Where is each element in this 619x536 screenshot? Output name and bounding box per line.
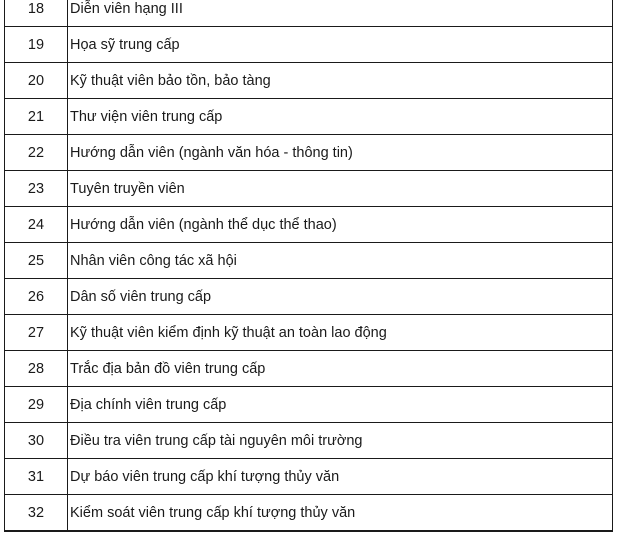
table-row: [5, 243, 613, 279]
table-row: [5, 387, 613, 423]
table-row: [5, 99, 613, 135]
job-title: Kỹ thuật viên kiểm định kỹ thuật an toàn lao động: [68, 315, 613, 351]
row-number: 19: [5, 27, 68, 63]
row-number: 32: [5, 495, 68, 532]
job-title: Dự báo viên trung cấp khí tượng thủy văn: [68, 459, 613, 495]
job-title: Hướng dẫn viên (ngành văn hóa - thông tin): [68, 135, 613, 171]
job-title: Hướng dẫn viên (ngành thể dục thể thao): [68, 207, 613, 243]
table-row: [5, 207, 613, 243]
table-row: [5, 27, 613, 63]
row-number: 31: [5, 459, 68, 495]
table-row: [5, 459, 613, 495]
table-row: [5, 63, 613, 99]
job-title-table-container: [4, 0, 613, 532]
job-title: Trắc địa bản đồ viên trung cấp: [68, 351, 613, 387]
row-number: 28: [5, 351, 68, 387]
table-row: [5, 351, 613, 387]
job-title: Nhân viên công tác xã hội: [68, 243, 613, 279]
row-number: 18: [5, 0, 68, 27]
row-number: 23: [5, 171, 68, 207]
row-number: 29: [5, 387, 68, 423]
row-number: 22: [5, 135, 68, 171]
job-title: Tuyên truyền viên: [68, 171, 613, 207]
job-title: Thư viện viên trung cấp: [68, 99, 613, 135]
table-row: [5, 495, 613, 532]
job-title: Địa chính viên trung cấp: [68, 387, 613, 423]
row-number: 20: [5, 63, 68, 99]
job-title: Họa sỹ trung cấp: [68, 27, 613, 63]
job-title: Kiểm soát viên trung cấp khí tượng thủy văn: [68, 495, 613, 532]
row-number: 26: [5, 279, 68, 315]
row-number: 25: [5, 243, 68, 279]
row-number: 24: [5, 207, 68, 243]
table-row: [5, 423, 613, 459]
row-number: 27: [5, 315, 68, 351]
table-row: [5, 315, 613, 351]
table-row: [5, 279, 613, 315]
job-title: Kỹ thuật viên bảo tồn, bảo tàng: [68, 63, 613, 99]
table-row: [5, 135, 613, 171]
table-row: [5, 0, 613, 27]
row-number: 21: [5, 99, 68, 135]
table-row: [5, 171, 613, 207]
job-title: Điều tra viên trung cấp tài nguyên môi trường: [68, 423, 613, 459]
job-title-table: [4, 0, 613, 532]
row-number: 30: [5, 423, 68, 459]
job-title: Dân số viên trung cấp: [68, 279, 613, 315]
job-title: Diễn viên hạng III: [68, 0, 613, 27]
table-body: [5, 0, 613, 531]
